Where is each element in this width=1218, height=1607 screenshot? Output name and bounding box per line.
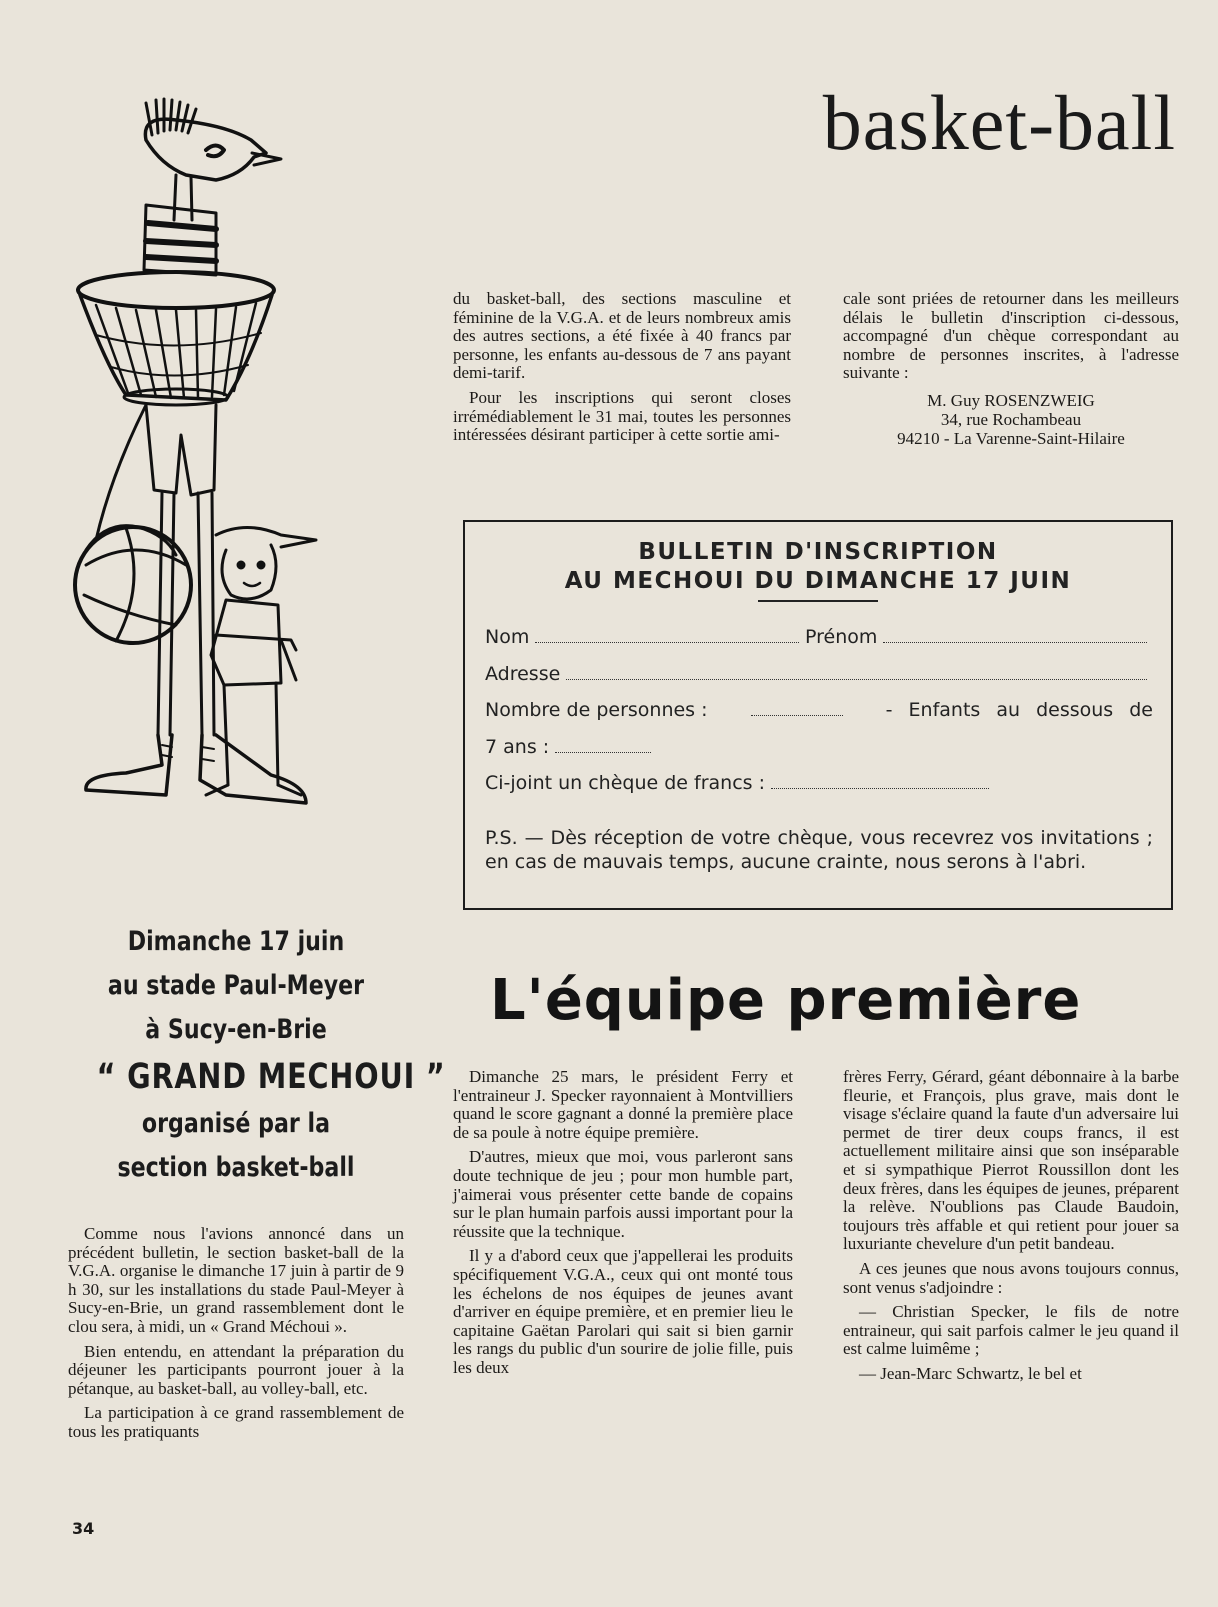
article-paragraph: — Jean-Marc Schwartz, le bel et xyxy=(859,1363,1082,1383)
form-row-address xyxy=(485,663,1153,685)
address-name: M. Guy ROSENZWEIG xyxy=(927,390,1095,410)
article-paragraph: Il y a d'abord ceux que j'appellerai les produits spécifiquement V.G.A., ceux qui ont monté tous les échelons de nos équipes de jeunes avant d'arriver en équipe première, et en premier lieu le capitaine Gaëtan Parolari qui sait si bien garnir les rangs du public d'un sourire de jolie fille, puis les deux xyxy=(453,1246,793,1377)
title-underline xyxy=(758,600,878,602)
prenom-label: Prénom xyxy=(804,626,878,648)
article-headline: L'équipe première xyxy=(490,968,1082,1033)
form-row-children xyxy=(485,736,1153,758)
event-title: “ GRAND MECHOUI ” xyxy=(96,1057,446,1097)
article-column-d xyxy=(843,1068,1179,1390)
event-line: au stade Paul-Meyer xyxy=(107,970,365,1001)
form-postscript: P.S. — Dès réception de votre chèque, vous recevrez vos invitations ; en cas de mauvais temps, aucune crainte, nous serons à l'abri. xyxy=(485,827,1153,873)
intro-column-a xyxy=(453,290,791,451)
adresse-field[interactable] xyxy=(566,665,1147,680)
cheque-field[interactable] xyxy=(771,774,989,789)
event-line: à Sucy-en-Brie xyxy=(145,1014,327,1045)
article-paragraph: frères Ferry, Gérard, géant débonnaire à la barbe fleurie, et François, plus grave, mais dont le visage s'éclaire quand la faute d'un adversaire lui permet de tirer deux coups francs, il est actuellement militaire ainsi que son inséparable et si sympathique Pierrot Roussillon dont les deux frères, dans les équipes de jeunes, préparent la relève. N'oublions pas Claude Baudoin, toujours très affable et qui retient pour jouer sa luxuriante chevelure d'un petit bandeau. xyxy=(843,1067,1179,1254)
event-line: section basket-ball xyxy=(117,1152,355,1183)
intro-column-b xyxy=(843,290,1179,448)
article-paragraph: Dimanche 25 mars, le président Ferry et l'entraineur J. Specker rayonnaient à Montvilliers quand le score gagnant a donné la première place de sa poule à notre équipe première. xyxy=(453,1067,793,1142)
article-paragraph: La participation à ce grand rassemblement de tous les pratiquants xyxy=(68,1403,404,1441)
personnes-label: Nombre de personnes : xyxy=(485,699,708,721)
nom-field[interactable] xyxy=(535,628,799,643)
form-row-persons xyxy=(485,699,1153,721)
adresse-label: Adresse xyxy=(485,663,561,685)
prenom-field[interactable] xyxy=(883,628,1147,643)
contact-address xyxy=(843,391,1179,448)
article-paragraph: D'autres, mieux que moi, vous parleront sans doute technique de jeu ; pour mon humble part, j'aimerai vous présenter cette bande de copains sur le plan humain parfois aussi important pour la réussite que la technique. xyxy=(453,1147,793,1241)
intro-paragraph: Pour les inscriptions qui seront closes irrémédiablement le 31 mai, toutes les personnes intéressées désirant participer à cette sortie ami- xyxy=(453,387,791,445)
article-paragraph: A ces jeunes que nous avons toujours connus, sont venus s'adjoindre : xyxy=(843,1258,1179,1297)
event-announcement xyxy=(96,920,446,1190)
article-column-c xyxy=(453,1068,793,1384)
page-number: 34 xyxy=(72,1519,95,1538)
cheque-label: Ci-joint un chèque de francs : xyxy=(485,772,766,794)
form-title-line: AU MECHOUI DU DIMANCHE 17 JUIN xyxy=(564,568,1072,594)
article-paragraph: Comme nous l'avions annoncé dans un précédent bulletin, le section basket-ball de la V.G.A. organise le dimanche 17 juin à partir de 9 h 30, sur les installations du stade Paul-Meyer à Sucy-en-Brie, un grand rassemblement dont le clou sera, à midi, un « Grand Méchoui ». xyxy=(68,1224,404,1336)
intro-paragraph: cale sont priées de retourner dans les meilleurs délais le bulletin d'inscription ci-dessous, accompagné d'un chèque correspondant au nombre de personnes inscrites, à l'adresse suivante : xyxy=(843,289,1179,383)
address-city: 94210 - La Varenne-Saint-Hilaire xyxy=(897,428,1125,448)
address-street: 34, rue Rochambeau xyxy=(940,409,1082,429)
event-line: Dimanche 17 juin xyxy=(127,926,345,957)
form-title xyxy=(465,538,1171,596)
ans-label: 7 ans : xyxy=(485,736,550,758)
enfants-field[interactable] xyxy=(555,738,651,753)
form-row-name xyxy=(485,626,1153,648)
personnes-field[interactable] xyxy=(751,701,843,716)
enfants-label: - Enfants au dessous de xyxy=(885,699,1153,721)
form-row-cheque xyxy=(485,772,1153,794)
left-article xyxy=(68,1225,404,1448)
section-title: basket-ball xyxy=(822,79,1176,166)
article-paragraph: — Christian Specker, le fils de notre entraineur, qui sait parfois calmer le jeu quand il est calme luimême ; xyxy=(843,1302,1179,1359)
nom-label: Nom xyxy=(485,626,530,648)
registration-form xyxy=(463,520,1173,910)
basketball-player-cartoon xyxy=(66,95,336,825)
form-title-line: BULLETIN D'INSCRIPTION xyxy=(638,539,998,565)
intro-paragraph: du basket-ball, des sections masculine et féminine de la V.G.A. et de leurs nombreux amis des autres sections, a été fixée à 40 francs par personne, les enfants au-dessous de 7 ans payant demi-tarif. xyxy=(453,289,791,383)
article-paragraph: Bien entendu, en attendant la préparation du déjeuner les participants pourront jouer à la pétanque, au basket-ball, au volley-ball, etc. xyxy=(68,1341,404,1398)
event-line: organisé par la xyxy=(141,1108,331,1139)
